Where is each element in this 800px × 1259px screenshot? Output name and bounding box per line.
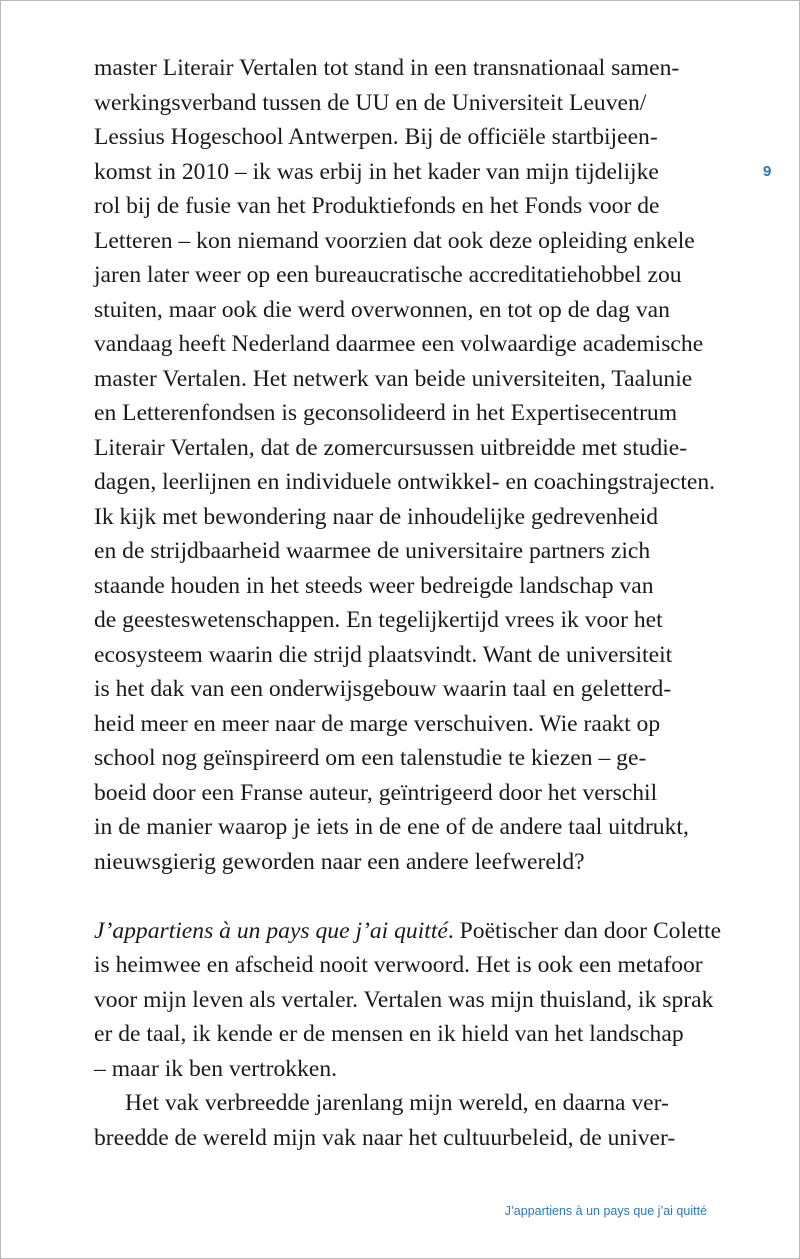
text-line: in de manier waarop je iets in de ene of de andere taal uitdrukt, <box>94 814 689 840</box>
section-break <box>94 879 714 914</box>
page-number: 9 <box>763 163 772 180</box>
text-line: master Literair Vertalen tot stand in een transnationaal samen- <box>94 55 680 81</box>
text-line: Literair Vertalen, dat de zomercursussen uitbreidde met studie- <box>94 434 688 461</box>
text-line: is heimwee en afscheid nooit verwoord. Het is ook een metafoor <box>94 952 703 978</box>
text-line: boeid door een Franse auteur, geïntrigeerd door het verschil <box>94 779 658 806</box>
text-line: breedde de wereld mijn vak naar het cultuurbeleid, de univer- <box>94 1124 676 1151</box>
text-line: voor mijn leven als vertaler. Vertalen was mijn thuisland, ik sprak <box>94 986 714 1013</box>
text-line: vandaag heeft Nederland daarmee een volwaardige academische <box>94 331 704 357</box>
text-fragment: . Poëtischer dan door Colette <box>447 917 722 944</box>
paragraph-3 <box>94 1086 714 1155</box>
text-line: jaren later weer op een bureaucratische accreditatiehobbel zou <box>94 262 682 288</box>
text-line: werkingsverband tussen de UU en de Universiteit Leuven/ <box>94 89 647 116</box>
text-line: stuiten, maar ook die werd overwonnen, en tot op de dag van <box>94 296 670 323</box>
text-line: Letteren – kon niemand voorzien dat ook deze opleiding enkele <box>94 227 695 254</box>
text-line: – maar ik ben vertrokken. <box>94 1055 338 1082</box>
paragraph-2 <box>94 914 722 1087</box>
text-line: nieuwsgierig geworden naar een andere leefwereld? <box>94 848 585 875</box>
text-line: heid meer en meer naar de marge verschuiven. Wie raakt op <box>94 710 661 737</box>
text-line: en de strijdbaarheid waarmee de universitaire partners zich <box>94 538 651 564</box>
text-line: is het dak van een onderwijsgebouw waarin taal en geletterd- <box>94 676 672 702</box>
text-line: Het vak verbreedde jarenlang mijn wereld, en daarna ver- <box>125 1090 669 1116</box>
colette-quote: J’appartiens à un pays que j’ai quitté <box>94 917 448 944</box>
paragraph-1 <box>94 51 714 879</box>
text-line: en Letterenfondsen is geconsolideerd in het Expertisecentrum <box>94 400 678 426</box>
text-line: rol bij de fusie van het Produktiefonds en het Fonds voor de <box>94 193 660 219</box>
text-line: master Vertalen. Het netwerk van beide universiteiten, Taalunie <box>94 365 693 392</box>
text-line: school nog geïnspireerd om een talenstudie te kiezen – ge- <box>94 745 647 771</box>
text-line: Ik kijk met bewondering naar de inhoudelijke gedrevenheid <box>94 503 659 530</box>
text-line: staande houden in het steeds weer bedreigde landschap van <box>94 572 654 599</box>
text-line: dagen, leerlijnen en individuele ontwikkel- en coachingstrajecten. <box>94 469 716 495</box>
body-text <box>94 51 722 1155</box>
text-line: ecosysteem waarin die strijd plaatsvindt. Want de universiteit <box>94 641 673 668</box>
text-line: de geesteswetenschappen. En tegelijkertijd vrees ik voor het <box>94 607 663 633</box>
text-line <box>94 914 722 949</box>
text-line: komst in 2010 – ik was erbij in het kader van mijn tijdelijke <box>94 158 659 185</box>
text-line: Lessius Hogeschool Antwerpen. Bij de officiële startbijeen- <box>94 124 658 150</box>
running-footer: J’appartiens à un pays que j’ai quitté <box>504 1204 707 1218</box>
text-line: er de taal, ik kende er de mensen en ik hield van het landschap <box>94 1021 684 1047</box>
